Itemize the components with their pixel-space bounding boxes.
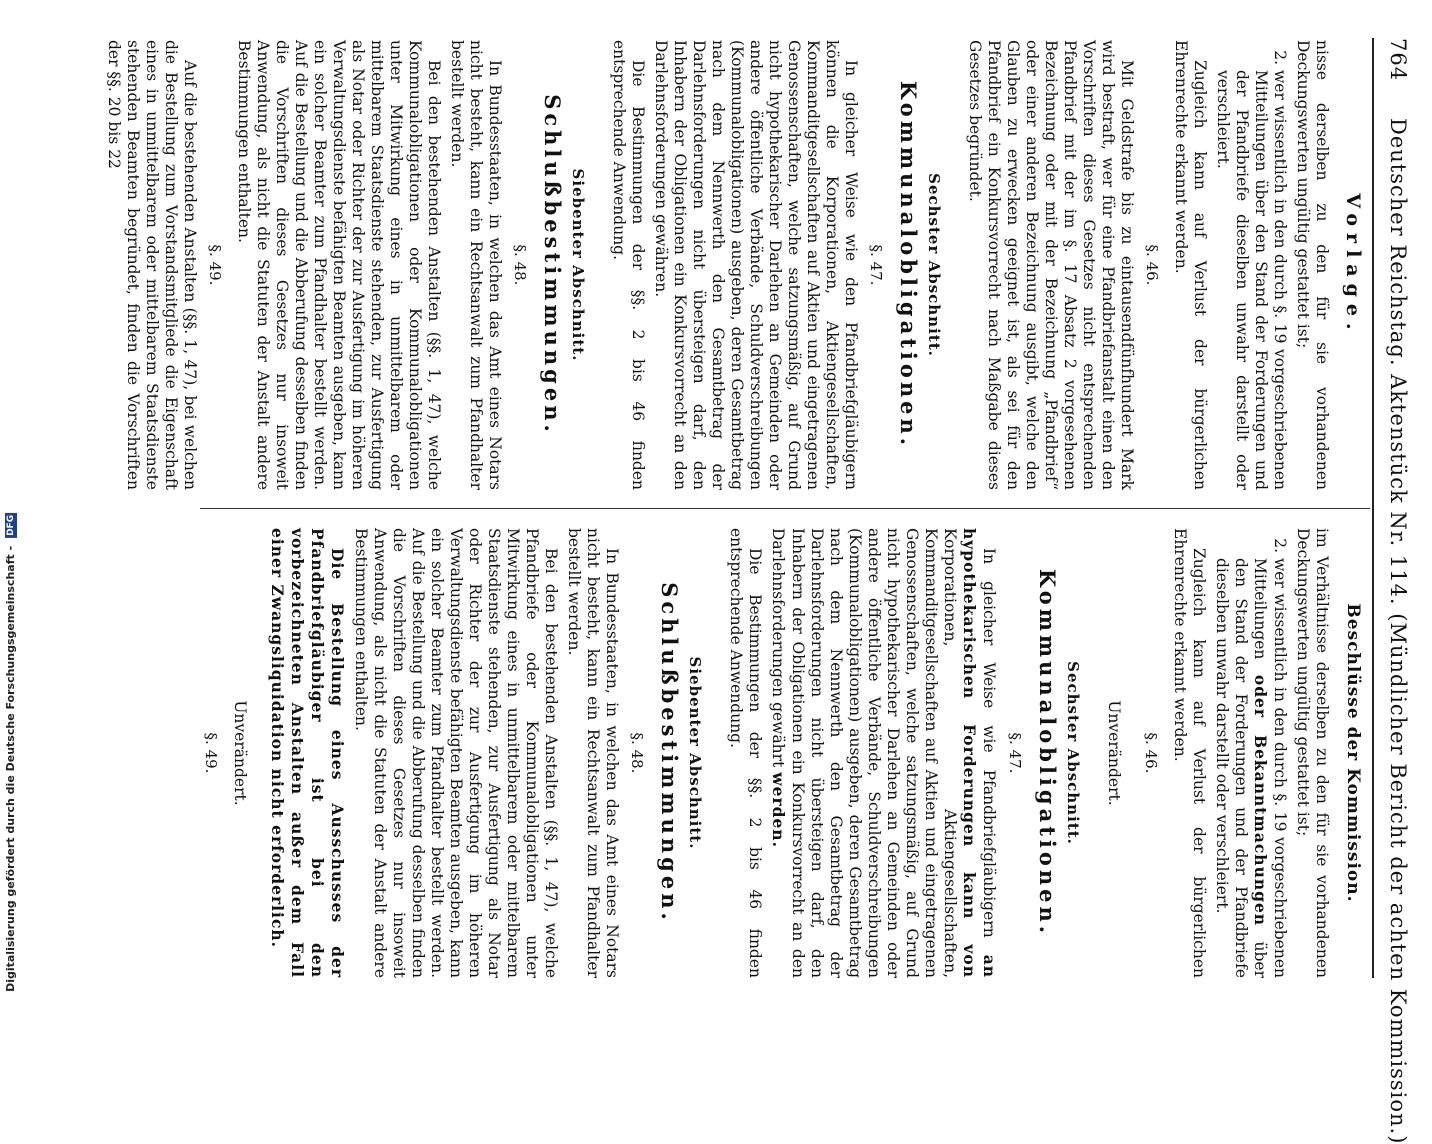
section-number: §. 49.	[202, 732, 220, 774]
chapter-title: Kommunalobligationen.	[896, 80, 921, 450]
paragraph: Zugleich kann auf Verlust der bürgerlichen Ehrenrechte erkannt werden.	[1172, 40, 1209, 490]
numbered-list	[1213, 40, 1289, 490]
paragraph: In Bundesstaaten, in welchen das Amt eines Notars nicht besteht, kann ein Rechtsanwalt zum Pfandhalter bestellt werden.	[565, 528, 621, 978]
paragraph: In gleicher Weise wie den Pfandbriefgläubigern können die Korporationen, Aktiengesellschaften, Kommanditgesellschaften auf Aktien und eingetragenen Genossenschaften, welche satzungsmäßig, auf Grund nicht hypothekarischer Darlehen an Gemeinden oder andere öffentliche Verbände, Schuldverschreibungen (Kommunalobligationen) ausgeben, deren Gesamtbetrag nach dem Nennwerth den Gesamtbetrag der Darlehnsforderungen nicht übersteigen darf, den Inhabern der Obligationen ein Konkursvorrecht an den Darlehnsforderungen gewähren.	[652, 40, 860, 490]
paragraph: Auf die bestehenden Anstalten (§§. 1, 47), bei welchen die Bestellung zum Vorstandsmitgliede die Eigenschaft eines in unmittelbarem oder mittelbarem Staatsdienste stehenden Beamten begründet, finden die Vorschriften der §§. 20 bis 22	[105, 40, 199, 490]
text-run: Korporationen, Aktiengesellschaften, Kommanditgesellschaften auf Aktien und eingetragenen Genossenschaften, welche satzungsmäßig, auf Grund nicht hypothekarischer Darlehen an Gemeinden oder andere öffentliche Verbände, Schuldverschreibungen (Kommunalobligationen) ausgeben, deren Gesamtbetrag nach dem Nennwerth den Gesamtbetrag der Darlehnsforderungen nicht übersteigen darf, den Inhabern der Obligationen ein Konkursvorrecht an den Darlehnsforderungen gewährt	[769, 528, 959, 978]
paragraph: Mit Geldstrafe bis zu eintausendfünfhundert Mark wird bestraft, wer für eine Pfandbriefanstalt einen den Vorschriften dieses Gesetzes nicht entsprechenden Pfandbrief mit der im §. 17 Absatz 2 vorgesehenen Bezeichnung oder mit der Bezeichnung „Pfandbrief“ oder einer anderen Bezeichnung ausgibt, welche den Glauben zu erwecken geeignet ist, als sei für den Pfandbrief ein Konkursvorrecht nach Maßgabe dieses Gesetzes begründet.	[966, 40, 1136, 490]
column-heading: Beschlüsse der Kommission.	[1343, 603, 1363, 903]
paragraph	[768, 528, 999, 978]
page-header	[1374, 38, 1414, 1144]
section-number: §. 47.	[1006, 732, 1024, 774]
section-number: §. 48.	[628, 732, 646, 774]
unchanged-note: Unverändert.	[1105, 700, 1123, 806]
column-vorlage	[100, 40, 1362, 490]
amended-text: werden.	[769, 772, 788, 848]
paragraph: In Bundesstaaten, in welchen das Amt eines Notars nicht besteht, kann ein Rechtsanwalt zum Pfandhalter bestellt werden.	[448, 40, 504, 490]
paragraph	[267, 528, 347, 978]
numbered-list	[1212, 528, 1289, 978]
chapter-title: Schlußbestimmungen.	[657, 582, 682, 924]
credit-text: Digitalisierung gefördert durch die Deutsche Forschungsgemeinschaft -	[4, 545, 17, 992]
amended-text: an hypothekarischen Forderungen kann von	[960, 528, 999, 978]
chapter-heading: Sechster Abschnitt.	[925, 173, 943, 357]
page-number: 764	[1386, 38, 1410, 82]
amended-text: Die Bestellung eines Ausschusses der Pfandbriefgläubiger ist bei den vorbezeichneten Anstalten außer dem Fall einer Zwangsliquidation nicht erforderlich.	[268, 528, 347, 978]
chapter-heading: Siebenter Abschnitt.	[569, 168, 587, 362]
chapter-heading: Siebenter Abschnitt.	[686, 656, 704, 850]
amended-text: oder Bekanntmachungen	[1251, 674, 1270, 927]
chapter-heading: Sechster Abschnitt.	[1064, 661, 1082, 845]
section-number: §. 46.	[1142, 732, 1160, 774]
section-number: §. 47.	[867, 244, 885, 286]
list-item: 2. wer wissentlich in den durch §. 19 vorgeschriebenen Mitteilungen über den Stand der Forderungen und der Pfandbriefe dieselben unwahr darstellt oder verschleiert.	[1213, 70, 1289, 490]
running-title: Deutscher Reichstag. Aktenstück Nr. 114. (Mündlicher Bericht der achten Kommission.)	[1386, 118, 1410, 1144]
column-heading: Vorlage.	[1342, 193, 1364, 337]
dfg-logo: DFG	[6, 515, 16, 537]
text-run: über den Stand der Forderungen und der Pfandbriefe dieselben unwahr darstellt oder verschleiert.	[1213, 558, 1269, 979]
digitization-credit	[4, 513, 17, 992]
text-run: wer wissentlich in den durch §. 19 vorgeschriebenen Mitteilungen	[1251, 558, 1289, 978]
chapter-title: Kommunalobligationen.	[1035, 568, 1060, 938]
paragraph: nisse derselben zu den für sie vorhandenen Deckungswerten ungültig gestattet ist;	[1294, 40, 1331, 490]
paragraph: Die Bestimmungen der §§. 2 bis 46 finden entsprechende Anwendung.	[727, 528, 764, 978]
unchanged-note: Unverändert.	[231, 700, 249, 806]
chapter-title: Schlußbestimmungen.	[540, 94, 565, 436]
paragraph: Die Bestimmungen der §§. 2 bis 46 finden entsprechende Anwendung.	[610, 40, 647, 490]
column-beschluesse	[195, 528, 1362, 978]
text-run: In gleicher Weise wie Pfandbriefgläubigern	[980, 548, 998, 955]
paragraph: Bei den bestehenden Anstalten (§§. 1, 47), welche Kommunalobligationen oder Kommunalobligationen unter Mitwirkung eines in unmittelbarem oder mittelbarem Staatsdienste stehenden, zur Ausfertigung als Notar oder Richter der zur Ausfertigung im höheren Verwaltungsdienste befähigten Beamten ausgeben, kann ein solcher Beamter zum Pfandhalter bestellt werden. Auf die Bestellung und die Abberufung desselben finden die Vorschriften dieses Gesetzes nur insoweit Anwendung, als nicht die Statuten der Anstalt andere Bestimmungen enthalten.	[235, 40, 443, 490]
section-number: §. 48.	[511, 244, 529, 286]
section-number: §. 49.	[206, 244, 224, 286]
list-item	[1212, 558, 1289, 978]
paragraph: Bei den bestehenden Anstalten (§§. 1, 47), welche Pfandbriefe oder Kommunalobligationen unter Mitwirkung eines in unmittelbarem oder mittelbarem Staatsdienste stehenden, zur Ausfertigung als Notar oder Richter der zur Ausfertigung im höheren Verwaltungsdienste befähigten Beamten ausgeben, kann ein solcher Beamter zum Pfandhalter bestellt werden. Auf die Bestellung und die Abberufung desselben finden die Vorschriften dieses Gesetzes nur insoweit Anwendung, als nicht die Statuten der Anstalt andere Bestimmungen enthalten.	[352, 528, 560, 978]
section-number: §. 46.	[1143, 244, 1161, 286]
header-rule	[1372, 38, 1374, 978]
paragraph: im Verhältnisse derselben zu den für sie vorhandenen Deckungswerten ungültig gestattet ist;	[1294, 528, 1331, 978]
paragraph: Zugleich kann auf Verlust der bürgerlichen Ehrenrechte erkannt werden.	[1171, 528, 1208, 978]
column-divider	[200, 508, 1370, 509]
